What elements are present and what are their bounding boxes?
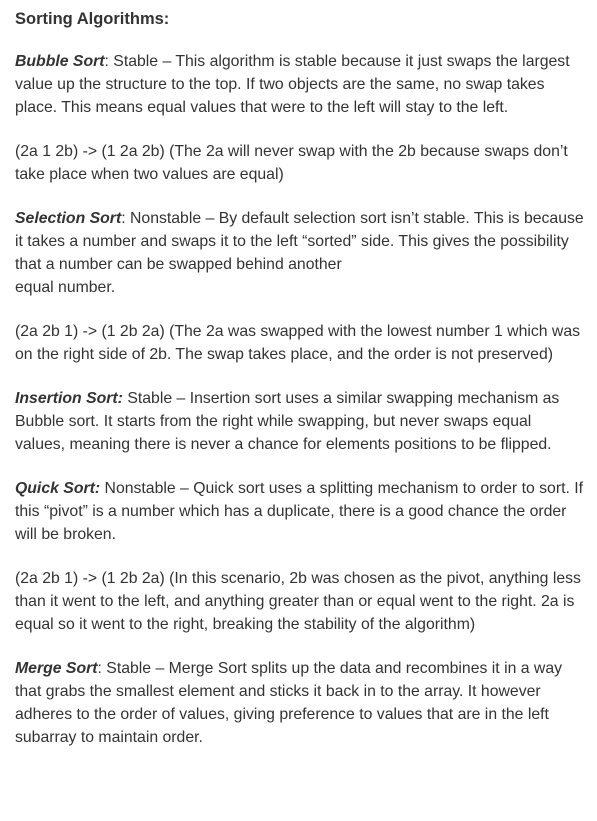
insertion-sort-description: Stable – Insertion sort uses a similar swapping mechanism as Bubble sort. It starts from the right while swapping, but never swaps equal values, meaning there is never a chance for elements positions to be flipped. xyxy=(15,390,560,453)
selection-sort-paragraph xyxy=(15,207,585,299)
merge-sort-term: Merge Sort xyxy=(15,660,98,677)
merge-sort-paragraph xyxy=(15,657,585,749)
insertion-sort-term: Insertion Sort: xyxy=(15,390,123,407)
bubble-sort-separator: : xyxy=(104,53,114,70)
bubble-sort-paragraph xyxy=(15,50,585,119)
quick-sort-paragraph xyxy=(15,477,585,546)
page-title: Sorting Algorithms: xyxy=(15,10,170,28)
merge-sort-description: Stable – Merge Sort splits up the data and recombines it in a way that grabs the smallest element and sticks it back in to the array. It however adheres to the order of values, giving preference to values that are in the left subarray to maintain order. xyxy=(15,660,563,746)
quick-sort-term: Quick Sort: xyxy=(15,480,101,497)
bubble-sort-example: (2a 1 2b) -> (1 2a 2b) (The 2a will never swap with the 2b because swaps don’t take place when two values are equal) xyxy=(15,143,568,183)
selection-sort-example: (2a 2b 1) -> (1 2b 2a) (The 2a was swapped with the lowest number 1 which was on the right side of 2b. The swap takes place, and the order is not preserved) xyxy=(15,323,581,363)
selection-sort-separator: : xyxy=(121,210,130,227)
bubble-sort-description: Stable – This algorithm is stable because it just swaps the largest value up the structure to the top. If two objects are the same, no swap takes place. This means equal values that were to the left will stay to the left. xyxy=(15,53,570,116)
quick-sort-description: Nonstable – Quick sort uses a splitting mechanism to order to sort. If this “pivot” is a number which has a duplicate, there is a good chance the order will be broken. xyxy=(15,480,584,543)
selection-sort-description-cont: equal number. xyxy=(15,279,116,296)
quick-sort-example: (2a 2b 1) -> (1 2b 2a) (In this scenario, 2b was chosen as the pivot, anything less than it went to the left, and anything greater than or equal went to the right. 2a is equal so it went to the right, breaking the stability of the algorithm) xyxy=(15,570,581,633)
selection-sort-description: Nonstable – By default selection sort isn’t stable. This is because it takes a number and swaps it to the left “sorted” side. This gives the possibility that a number can be swapped behind another xyxy=(15,210,584,273)
bubble-sort-term: Bubble Sort xyxy=(15,53,105,70)
selection-sort-term: Selection Sort xyxy=(15,210,122,227)
merge-sort-separator: : xyxy=(97,660,107,677)
insertion-sort-paragraph xyxy=(15,387,585,456)
